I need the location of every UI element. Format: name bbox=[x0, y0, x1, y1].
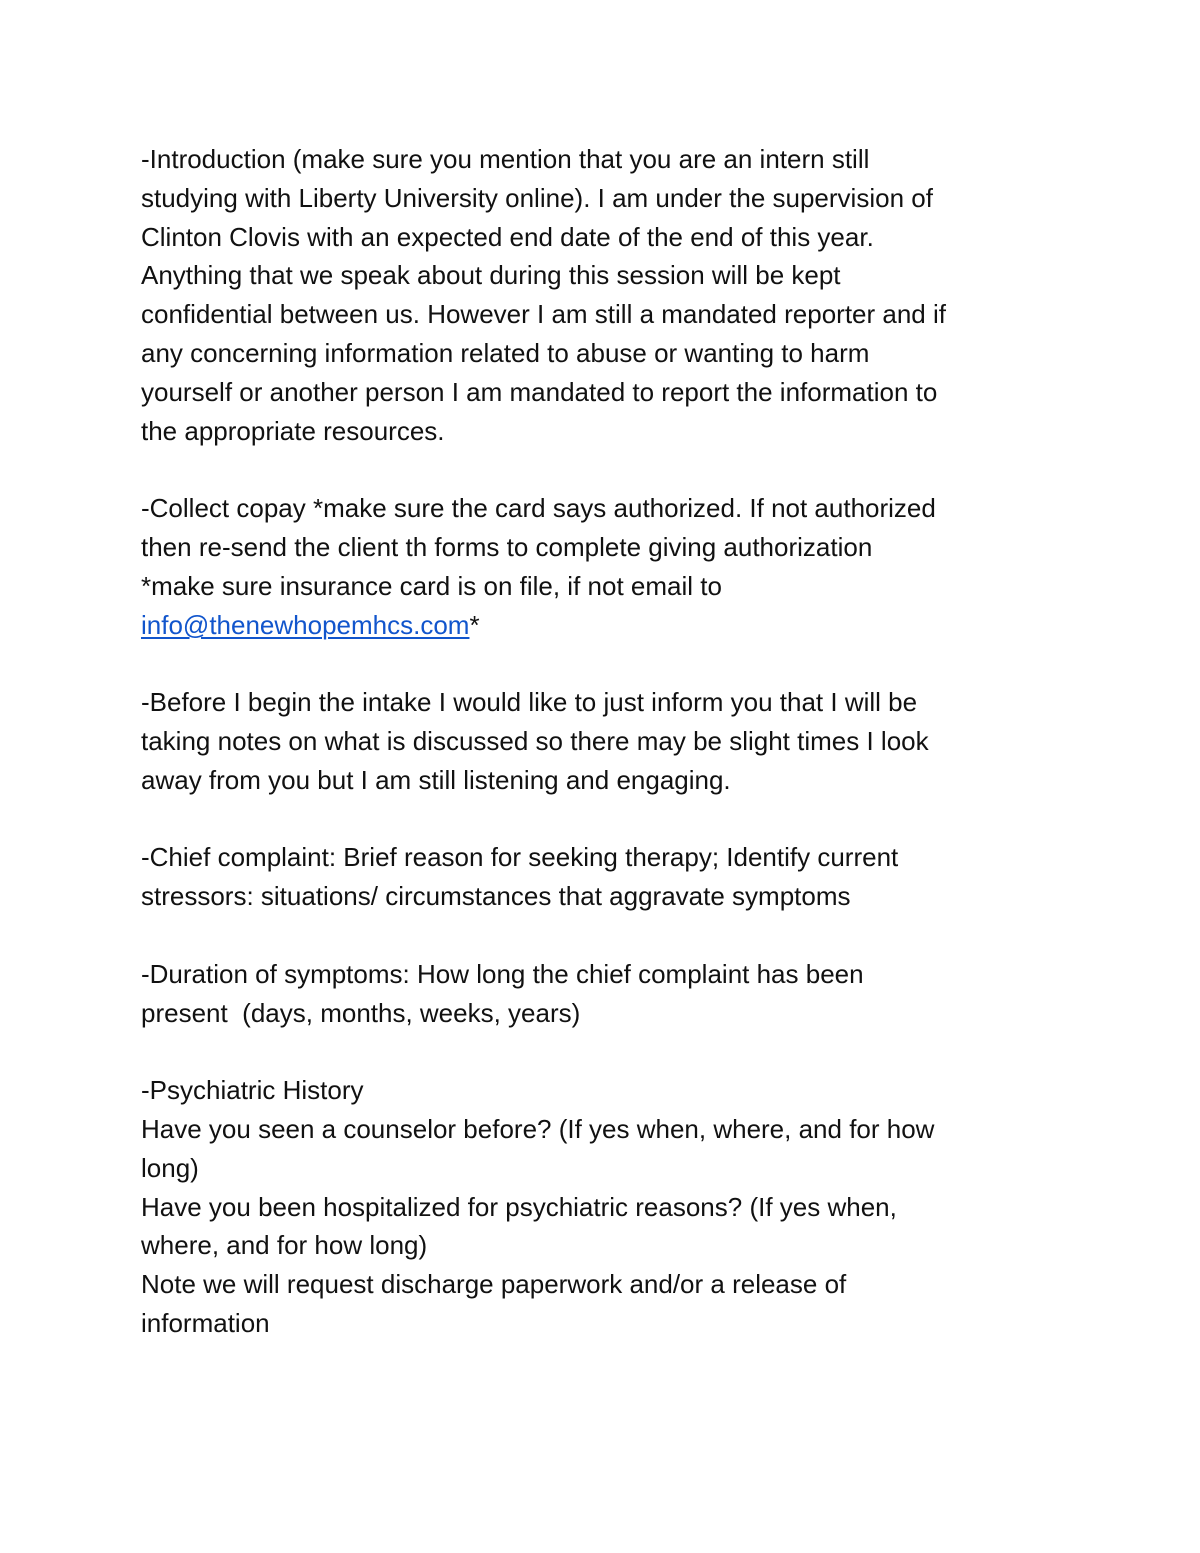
duration-paragraph bbox=[141, 955, 1071, 1033]
intro-line: any concerning information related to abuse or wanting to harm bbox=[141, 337, 870, 368]
notes-line: taking notes on what is discussed so there may be slight times I look bbox=[141, 725, 929, 756]
psych-history-line: long) bbox=[141, 1152, 199, 1183]
copay-line: *make sure insurance card is on file, if not email to bbox=[141, 570, 722, 601]
email-link[interactable]: info@thenewhopemhcs.com bbox=[141, 609, 470, 640]
copay-line: -Collect copay *make sure the card says authorized. If not authorized bbox=[141, 493, 936, 524]
duration-line: -Duration of symptoms: How long the chief complaint has been bbox=[141, 958, 864, 989]
copay-paragraph bbox=[141, 489, 1071, 644]
intro-line: studying with Liberty University online). I am under the supervision of bbox=[141, 182, 933, 213]
psych-history-line: Note we will request discharge paperwork and/or a release of bbox=[141, 1269, 847, 1300]
psych-history-line: Have you been hospitalized for psychiatric reasons? (If yes when, bbox=[141, 1191, 897, 1222]
intro-line: Anything that we speak about during this session will be kept bbox=[141, 260, 841, 291]
intro-line: Clinton Clovis with an expected end date of the end of this year. bbox=[141, 221, 874, 252]
chief-complaint-paragraph bbox=[141, 838, 1071, 916]
notes-line: away from you but I am still listening and engaging. bbox=[141, 764, 731, 795]
intro-line: confidential between us. However I am still a mandated reporter and if bbox=[141, 299, 946, 330]
email-line bbox=[141, 606, 1071, 645]
intro-line: -Introduction (make sure you mention that you are an intern still bbox=[141, 144, 870, 174]
intro-paragraph bbox=[141, 140, 1071, 450]
intro-line: yourself or another person I am mandated to report the information to bbox=[141, 376, 938, 407]
chief-complaint-line: -Chief complaint: Brief reason for seeking therapy; Identify current bbox=[141, 842, 899, 873]
chief-complaint-line: stressors: situations/ circumstances that aggravate symptoms bbox=[141, 881, 851, 912]
email-suffix: * bbox=[469, 609, 480, 640]
notes-paragraph bbox=[141, 683, 1071, 799]
notes-line: -Before I begin the intake I would like to just inform you that I will be bbox=[141, 687, 918, 718]
psych-history-line: information bbox=[141, 1307, 270, 1338]
document-body bbox=[141, 140, 1071, 1382]
psych-history-line: where, and for how long) bbox=[141, 1230, 428, 1261]
psych-history-heading: -Psychiatric History bbox=[141, 1075, 364, 1106]
copay-line: then re-send the client th forms to complete giving authorization bbox=[141, 531, 873, 562]
duration-line: present (days, months, weeks, years) bbox=[141, 997, 581, 1028]
psych-history-line: Have you seen a counselor before? (If yes when, where, and for how bbox=[141, 1113, 935, 1144]
psych-history-paragraph bbox=[141, 1071, 1071, 1343]
intro-line: the appropriate resources. bbox=[141, 415, 445, 446]
